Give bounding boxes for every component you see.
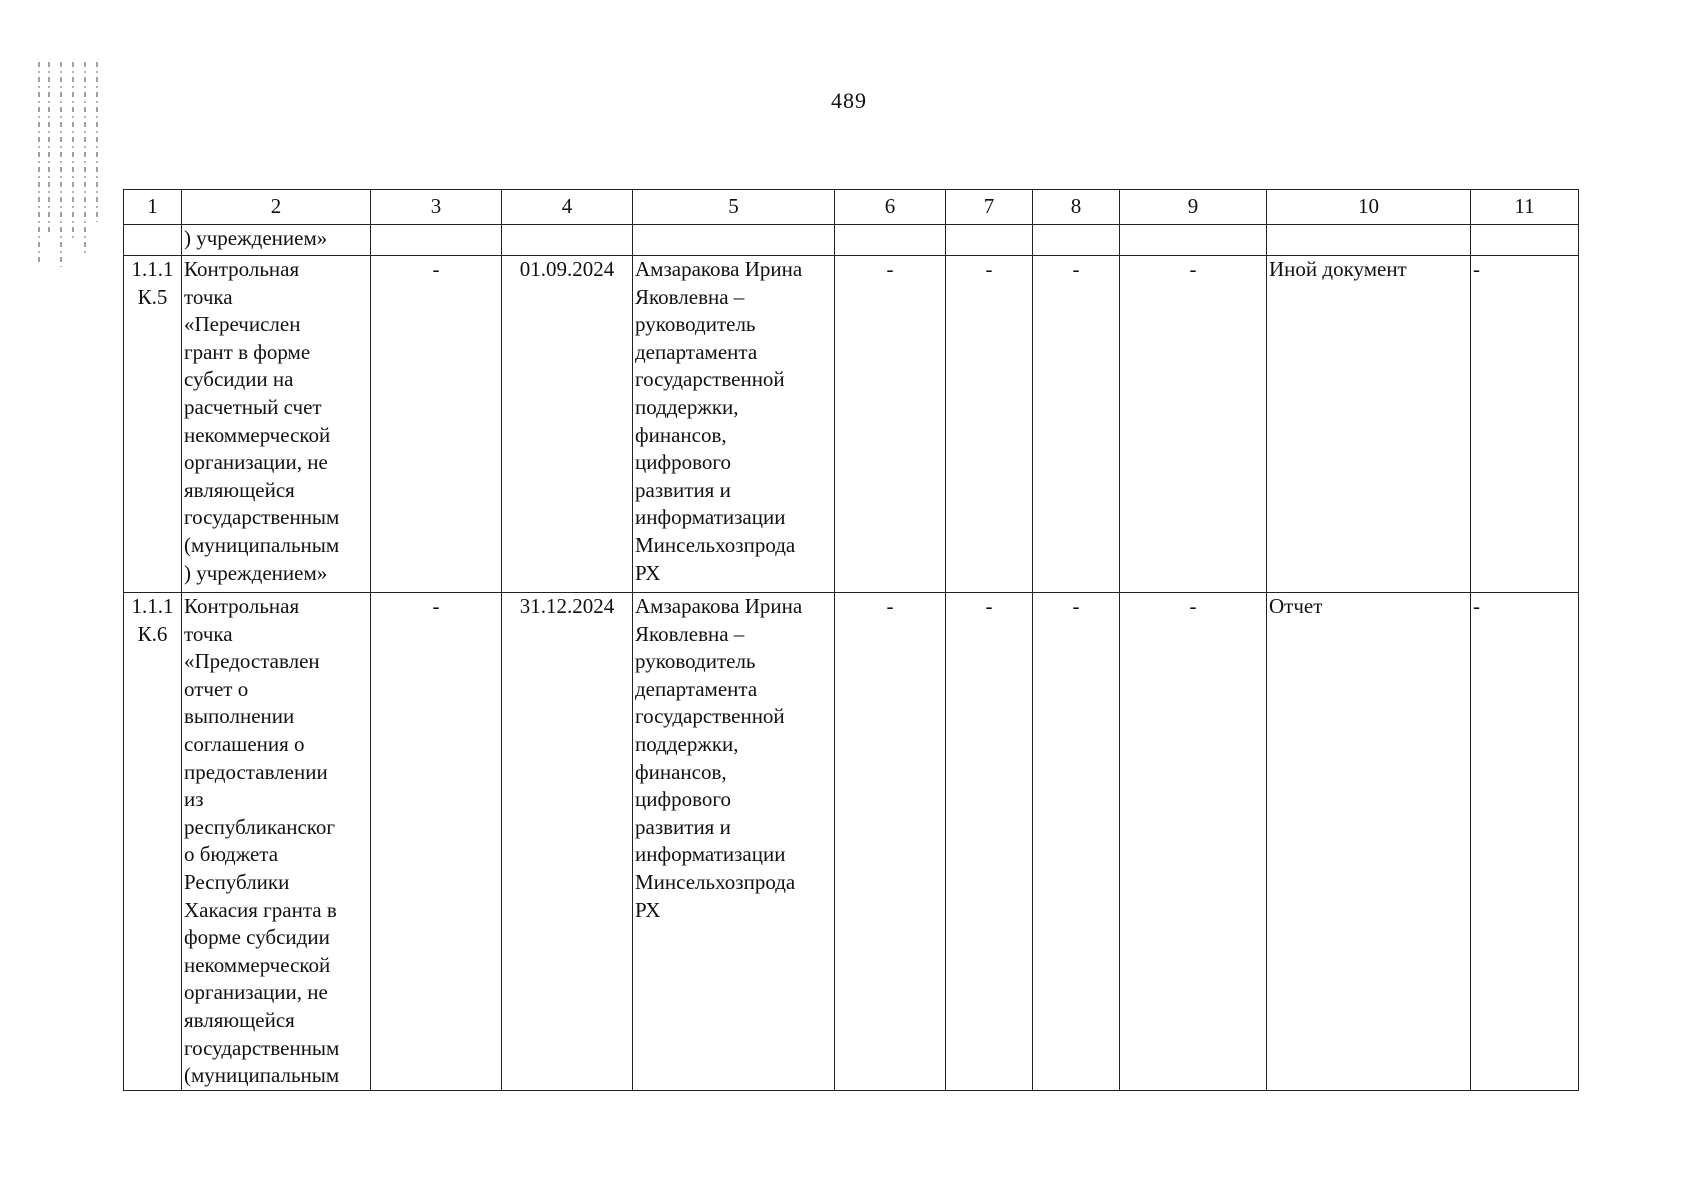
header-cell-5: 5 [633, 190, 835, 225]
row-date: 01.09.2024 [502, 256, 633, 593]
row-col9: - [1120, 593, 1267, 1091]
row-col7: - [946, 256, 1033, 593]
table-row [124, 256, 1579, 593]
row-col11: - [1471, 256, 1579, 593]
row-col8: - [1033, 256, 1120, 593]
row-col3: - [371, 593, 502, 1091]
header-cell-11: 11 [1471, 190, 1579, 225]
row-col8: - [1033, 593, 1120, 1091]
row-description: Контрольная точка «Перечислен грант в форме субсидии на расчетный счет некоммерческой организации, не являющейся государственным (муниципальным ) учреждением» [182, 256, 371, 593]
row-document-type: Иной документ [1267, 256, 1471, 593]
cell-empty [1033, 225, 1120, 256]
table-header-row [124, 190, 1579, 225]
cell-empty [1471, 225, 1579, 256]
row-number: 1.1.1 К.5 [124, 256, 182, 593]
header-cell-10: 10 [1267, 190, 1471, 225]
table-row [124, 593, 1579, 1091]
row-responsible: Амзаракова Ирина Яковлевна – руководитель департамента государственной поддержки, финансов, цифрового развития и информатизации Минсельхозпрода РХ [633, 256, 835, 593]
header-cell-4: 4 [502, 190, 633, 225]
row-col11: - [1471, 593, 1579, 1091]
cell-empty [502, 225, 633, 256]
header-cell-1: 1 [124, 190, 182, 225]
cell-empty [1120, 225, 1267, 256]
continuation-text: ) учреждением» [182, 225, 371, 256]
header-cell-8: 8 [1033, 190, 1120, 225]
row-responsible: Амзаракова Ирина Яковлевна – руководитель департамента государственной поддержки, финансов, цифрового развития и информатизации Минсельхозпрода РХ [633, 593, 835, 1091]
row-number: 1.1.1 К.6 [124, 593, 182, 1091]
row-col6: - [835, 256, 946, 593]
row-description: Контрольная точка «Предоставлен отчет о выполнении соглашения о предоставлении из республиканског о бюджета Республики Хакасия гранта в форме субсидии некоммерческой организации, не являющейся государственным (муниципальным [182, 593, 371, 1091]
row-document-type: Отчет [1267, 593, 1471, 1091]
page-number: 489 [831, 88, 867, 113]
header-cell-7: 7 [946, 190, 1033, 225]
row-date: 31.12.2024 [502, 593, 633, 1091]
header-cell-2: 2 [182, 190, 371, 225]
stamp-mark [36, 62, 106, 272]
cell-empty [946, 225, 1033, 256]
row-col7: - [946, 593, 1033, 1091]
header-cell-9: 9 [1120, 190, 1267, 225]
cell-empty [371, 225, 502, 256]
document-table [123, 189, 1579, 1091]
cell-empty [1267, 225, 1471, 256]
continuation-row [124, 225, 1579, 256]
header-cell-3: 3 [371, 190, 502, 225]
cell-empty [124, 225, 182, 256]
header-cell-6: 6 [835, 190, 946, 225]
cell-empty [835, 225, 946, 256]
row-col9: - [1120, 256, 1267, 593]
cell-empty [633, 225, 835, 256]
row-col3: - [371, 256, 502, 593]
row-col6: - [835, 593, 946, 1091]
